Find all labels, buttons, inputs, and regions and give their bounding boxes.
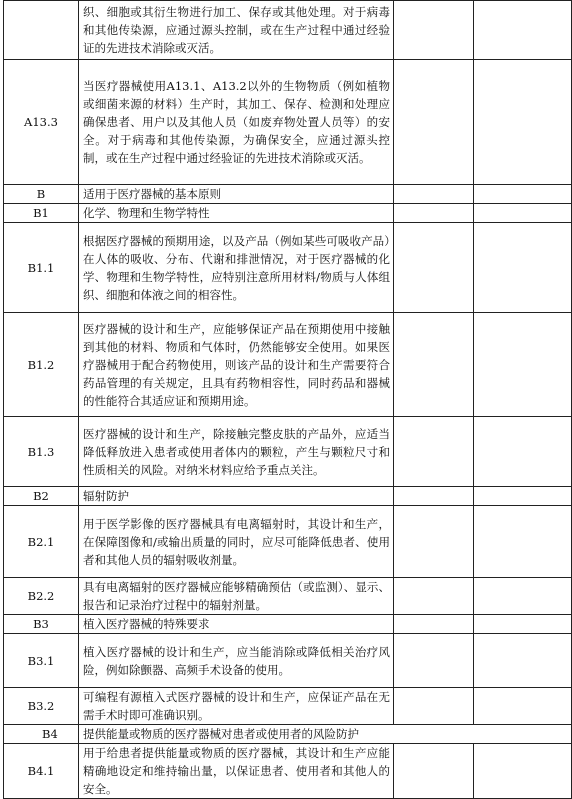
row-code: B3: [4, 615, 79, 634]
row-text: 适用于医疗器械的基本原则: [79, 185, 394, 204]
row-code: B2.1: [4, 506, 79, 578]
requirements-table: [3, 0, 572, 799]
empty-cell: [474, 204, 572, 223]
row-code: B2: [4, 487, 79, 506]
empty-cell: [474, 313, 572, 417]
table-row: [4, 223, 572, 313]
empty-cell: [394, 615, 474, 634]
empty-cell: [394, 1, 474, 60]
row-text: 辐射防护: [79, 487, 394, 506]
row-text: 植入医疗器械的设计和生产，应当能消除或降低相关治疗风险，例如除颤器、高频手术设备的使用。: [79, 634, 394, 688]
table-row: [4, 417, 572, 487]
row-text: 医疗器械的设计和生产，应能够保证产品在预期使用中接触到其他的材料、物质和气体时，仍然能够安全使用。如果医疗器械用于配合药物使用，则该产品的设计和生产需要符合药品管理的有关规定，且具有药物相容性，同时药品和器械的性能符合其适应证和预期用途。: [79, 313, 394, 417]
empty-cell: [474, 615, 572, 634]
row-text: 医疗器械的设计和生产，除接触完整皮肤的产品外，应适当降低释放进入患者或使用者体内的颗粒，产生与颗粒尺寸和性质相关的风险。对纳米材料应给予重点关注。: [79, 417, 394, 487]
row-text: 织、细胞或其衍生物进行加工、保存或其他处理。对于病毒和其他传染源，应通过源头控制，或在生产过程中通过经验证的先进技术消除或灭活。: [79, 1, 394, 60]
table-row: [4, 615, 572, 634]
empty-cell: [474, 185, 572, 204]
row-text: 用于医学影像的医疗器械具有电离辐射时，其设计和生产，在保障图像和/或输出质量的同时，应尽可能降低患者、使用者和其他人员的辐射吸收剂量。: [79, 506, 394, 578]
row-text: 植入医疗器械的特殊要求: [79, 615, 394, 634]
empty-cell: [394, 487, 474, 506]
table-row: [4, 1, 572, 60]
row-code: B1.3: [4, 417, 79, 487]
table-row: [4, 313, 572, 417]
row-code: B1: [4, 204, 79, 223]
row-code: B3.1: [4, 634, 79, 688]
empty-cell: [474, 487, 572, 506]
row-text: 提供能量或物质的医疗器械对患者或使用者的风险防护: [79, 725, 572, 744]
empty-cell: [474, 688, 572, 725]
row-text: 可编程有源植入式医疗器械的设计和生产，应保证产品在无需手术时即可准确识别。: [79, 688, 394, 725]
table-row: [4, 744, 572, 799]
empty-cell: [474, 223, 572, 313]
empty-cell: [474, 634, 572, 688]
row-text: 当医疗器械使用A13.1、A13.2以外的生物物质（例如植物或细菌来源的材料）生产时，其加工、保存、检测和处理应确保患者、用户以及其他人员（如废弃物处置人员等）的安全。对于病毒和其他传染源，为确保安全，应通过源头控制，或在生产过程中通过经验证的先进技术消除或灭活。: [79, 60, 394, 185]
table-row: [4, 578, 572, 615]
row-code: B2.2: [4, 578, 79, 615]
row-code: B3.2: [4, 688, 79, 725]
empty-cell: [394, 223, 474, 313]
row-code: B1.1: [4, 223, 79, 313]
empty-cell: [394, 578, 474, 615]
empty-cell: [394, 417, 474, 487]
table-row: [4, 487, 572, 506]
empty-cell: [474, 506, 572, 578]
row-text: 根据医疗器械的预期用途，以及产品（例如某些可吸收产品）在人体的吸收、分布、代谢和排泄情况，对于医疗器械的化学、物理和生物学特性，应特别注意所用材料/物质与人体组织、细胞和体液之间的相容性。: [79, 223, 394, 313]
row-text: 化学、物理和生物学特性: [79, 204, 394, 223]
table-row: [4, 185, 572, 204]
empty-cell: [394, 204, 474, 223]
table-row: [4, 60, 572, 185]
table-row: [4, 204, 572, 223]
empty-cell: [474, 744, 572, 799]
row-code: B: [4, 185, 79, 204]
row-code: A13.3: [4, 60, 79, 185]
empty-cell: [474, 60, 572, 185]
empty-cell: [394, 688, 474, 725]
table-row: [4, 634, 572, 688]
empty-cell: [474, 417, 572, 487]
empty-cell: [474, 1, 572, 60]
table-row: [4, 725, 572, 744]
row-text: 用于给患者提供能量或物质的医疗器械，其设计和生产应能精确地设定和维持输出量，以保证患者、使用者和其他人的安全。: [79, 744, 394, 799]
table-row: [4, 506, 572, 578]
row-code: B1.2: [4, 313, 79, 417]
empty-cell: [474, 578, 572, 615]
empty-cell: [394, 313, 474, 417]
empty-cell: [394, 744, 474, 799]
row-code: B4: [4, 725, 79, 744]
table-row: [4, 688, 572, 725]
empty-cell: [394, 60, 474, 185]
empty-cell: [394, 185, 474, 204]
row-text: 具有电离辐射的医疗器械应能够精确预估（或监测）、显示、报告和记录治疗过程中的辐射剂量。: [79, 578, 394, 615]
empty-cell: [394, 506, 474, 578]
empty-cell: [394, 634, 474, 688]
row-code: B4.1: [4, 744, 79, 799]
row-code: [4, 1, 79, 60]
